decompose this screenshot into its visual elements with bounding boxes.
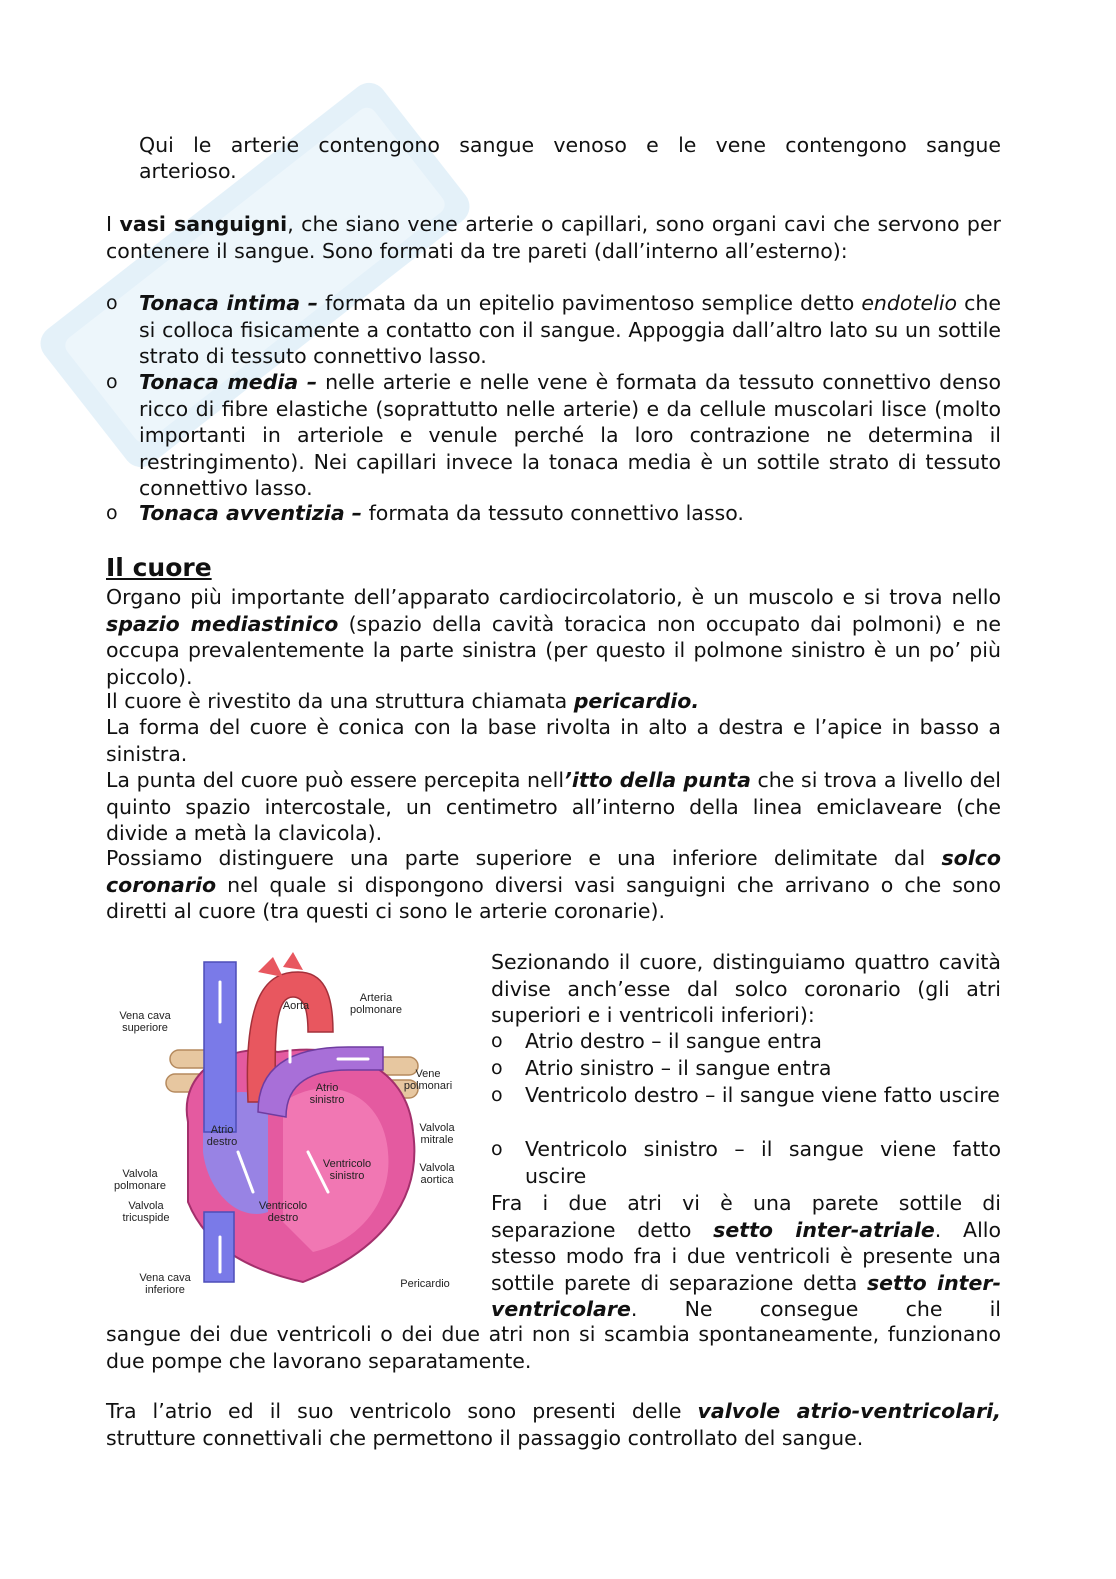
label-valvola-aortica: Valvola aortica	[419, 1162, 455, 1186]
heart-paragraph-3: La forma del cuore è conica con la base rivolta in alto a destra e l’apice in basso a sinistra.	[106, 715, 1001, 766]
vessels-rest: , che siano vene arterie o capillari, sono organi cavi che servono per contenere il sangue. Sono formati da tre pareti (dall’interno all’esterno):	[106, 212, 1001, 263]
term-solco-coronario: solco coronario	[106, 846, 1001, 897]
label-atrio-sinistro: Atrio sinistro	[309, 1082, 345, 1106]
tonaca-media-text: nelle arterie e nelle vene è formata da tessuto connettivo denso ricco di fibre elastiche (soprattutto nelle arterie) e da cellule muscolari lisce (molto importanti in arteriole e venule perché la loro contrazione ne determina il restringimento). Nei capillari invece la tonaca media è un sottile strato di tessuto connettivo lasso.	[139, 370, 1001, 500]
p5-text-a: Possiamo distinguere una parte superiore e una inferiore delimitate dal	[106, 846, 942, 870]
label-ventricolo-sinistro: Ventricolo sinistro	[322, 1158, 372, 1182]
intro-line-2: arterioso.	[139, 159, 237, 183]
label-arteria-polmonare: Arteria polmonare	[350, 992, 402, 1016]
bullet-marker: o	[491, 1138, 503, 1160]
p1-text-b: (spazio della cavità toracica non occupato dai polmoni) e ne occupa prevalentemente la parte sinistra (per questo il polmone sinistro è un po’ più piccolo).	[106, 611, 1001, 689]
term-setto-inter-ventricolare: setto inter-ventricolare	[491, 1270, 1001, 1321]
septa-paragraph	[491, 1190, 1001, 1323]
cavity-text: Atrio destro – il sangue entra	[525, 1029, 822, 1053]
label-valvola-tricuspide: Valvola tricuspide	[122, 1200, 170, 1224]
list-item-text	[139, 290, 1001, 370]
heart-diagram	[108, 952, 468, 1304]
bullet-marker: o	[491, 1084, 503, 1106]
label-valvola-mitrale: Valvola mitrale	[419, 1122, 455, 1146]
vessels-term: vasi sanguigni	[119, 212, 288, 236]
label-valvola-polmonare: Valvola polmonare	[114, 1168, 166, 1192]
term-pericardio: pericardio.	[573, 689, 700, 713]
bullet-marker: o	[106, 502, 118, 524]
label-atrio-destro: Atrio destro	[206, 1124, 238, 1148]
term-endotelio: endotelio	[861, 291, 958, 315]
septa-paragraph-continued: sangue dei due ventricoli o dei due atri non si scambia spontaneamente, funzionano due pompe che lavorano separatamente.	[106, 1322, 1001, 1373]
cavity-text: Atrio sinistro – il sangue entra	[525, 1056, 832, 1080]
bullet-marker: o	[106, 292, 118, 314]
term-spazio-mediastinico: spazio mediastinico	[106, 611, 339, 636]
valves-text-a: Tra l’atrio ed il suo ventricolo sono presenti delle	[106, 1399, 698, 1423]
p4-text-b: che si trova a livello del quinto spazio intercostale, un centimetro all’interno della linea emiclaveare (che divide a metà la clavicola).	[106, 768, 1001, 845]
section-heading: Il cuore	[106, 553, 212, 582]
p4-text-a: La punta del cuore può essere percepita nell	[106, 768, 565, 792]
bullet-marker: o	[106, 371, 118, 393]
valves-text-b: strutture connettivali che permettono il passaggio controllato del sangue.	[106, 1425, 864, 1450]
label-aorta: Aorta	[282, 1000, 310, 1012]
septa-text-a: Fra i due atri vi è una parete sottile di separazione detto	[491, 1191, 1001, 1242]
term-tonaca-intima: Tonaca intima –	[139, 291, 319, 315]
tonaca-avventizia-text: formata da tessuto connettivo lasso.	[362, 501, 744, 525]
p2-text-a: Il cuore è rivestito da una struttura chiamata	[106, 689, 574, 713]
heart-paragraph-1	[106, 584, 1001, 690]
bullet-marker: o	[491, 1030, 503, 1052]
vessels-paragraph	[106, 211, 1001, 264]
p5-text-b: nel quale si dispongono diversi vasi sanguigni che arrivano o che sono diretti al cuore (tra questi ci sono le arterie coronarie).	[106, 872, 1001, 923]
term-tonaca-media: Tonaca media –	[139, 370, 318, 394]
valves-paragraph	[106, 1398, 1001, 1451]
tonaca-intima-text-b: che si colloca fisicamente a contatto con il sangue. Appoggia dall’altro lato su un sottile strato di tessuto connettivo lasso.	[139, 291, 1001, 368]
bullet-marker: o	[491, 1057, 503, 1079]
term-valvole-atrio-ventricolari: valvole atrio-ventricolari,	[697, 1399, 1001, 1423]
intro-line-1: Qui le arterie contengono sangue venoso e le vene contengono sangue	[139, 133, 1001, 157]
label-ventricolo-destro: Ventricolo destro	[258, 1200, 308, 1224]
label-pericardio: Pericardio	[400, 1278, 450, 1290]
list-item-text	[139, 369, 1001, 502]
label-vena-cava-inferiore: Vena cava inferiore	[139, 1272, 191, 1296]
heart-paragraph-4	[106, 767, 1001, 847]
vessels-prefix: I	[106, 212, 120, 236]
heart-paragraph-5	[106, 845, 1001, 925]
heart-paragraph-2	[106, 688, 1001, 715]
cavities-intro: Sezionando il cuore, distinguiamo quattro cavità divise anch’esse dal solco coronario (gli atri superiori e i ventricoli inferiori):	[491, 950, 1001, 1027]
label-vene-polmonari: Vene polmonari	[403, 1068, 453, 1092]
septa-text-c: . Ne consegue che il	[630, 1297, 1001, 1321]
tonaca-intima-text-a: formata da un epitelio pavimentoso semplice detto	[318, 291, 862, 315]
term-tonaca-avventizia: Tonaca avventizia –	[139, 501, 363, 525]
septa-text-b: . Allo stesso modo fra i due ventricoli è presente una sottile parete di separazione detta	[491, 1217, 1001, 1295]
list-item-text	[139, 500, 1001, 527]
label-vena-cava-superiore: Vena cava superiore	[119, 1010, 171, 1034]
cavity-text: Ventricolo sinistro – il sangue viene fatto uscire	[525, 1137, 1001, 1188]
cavity-text: Ventricolo destro – il sangue viene fatto uscire	[525, 1083, 1000, 1107]
term-itto-della-punta: ’itto della punta	[564, 768, 751, 792]
term-setto-inter-atriale: setto inter-atriale	[713, 1217, 935, 1242]
p1-text-a: Organo più importante dell’apparato cardiocircolatorio, è un muscolo e si trova nello	[106, 585, 1001, 609]
